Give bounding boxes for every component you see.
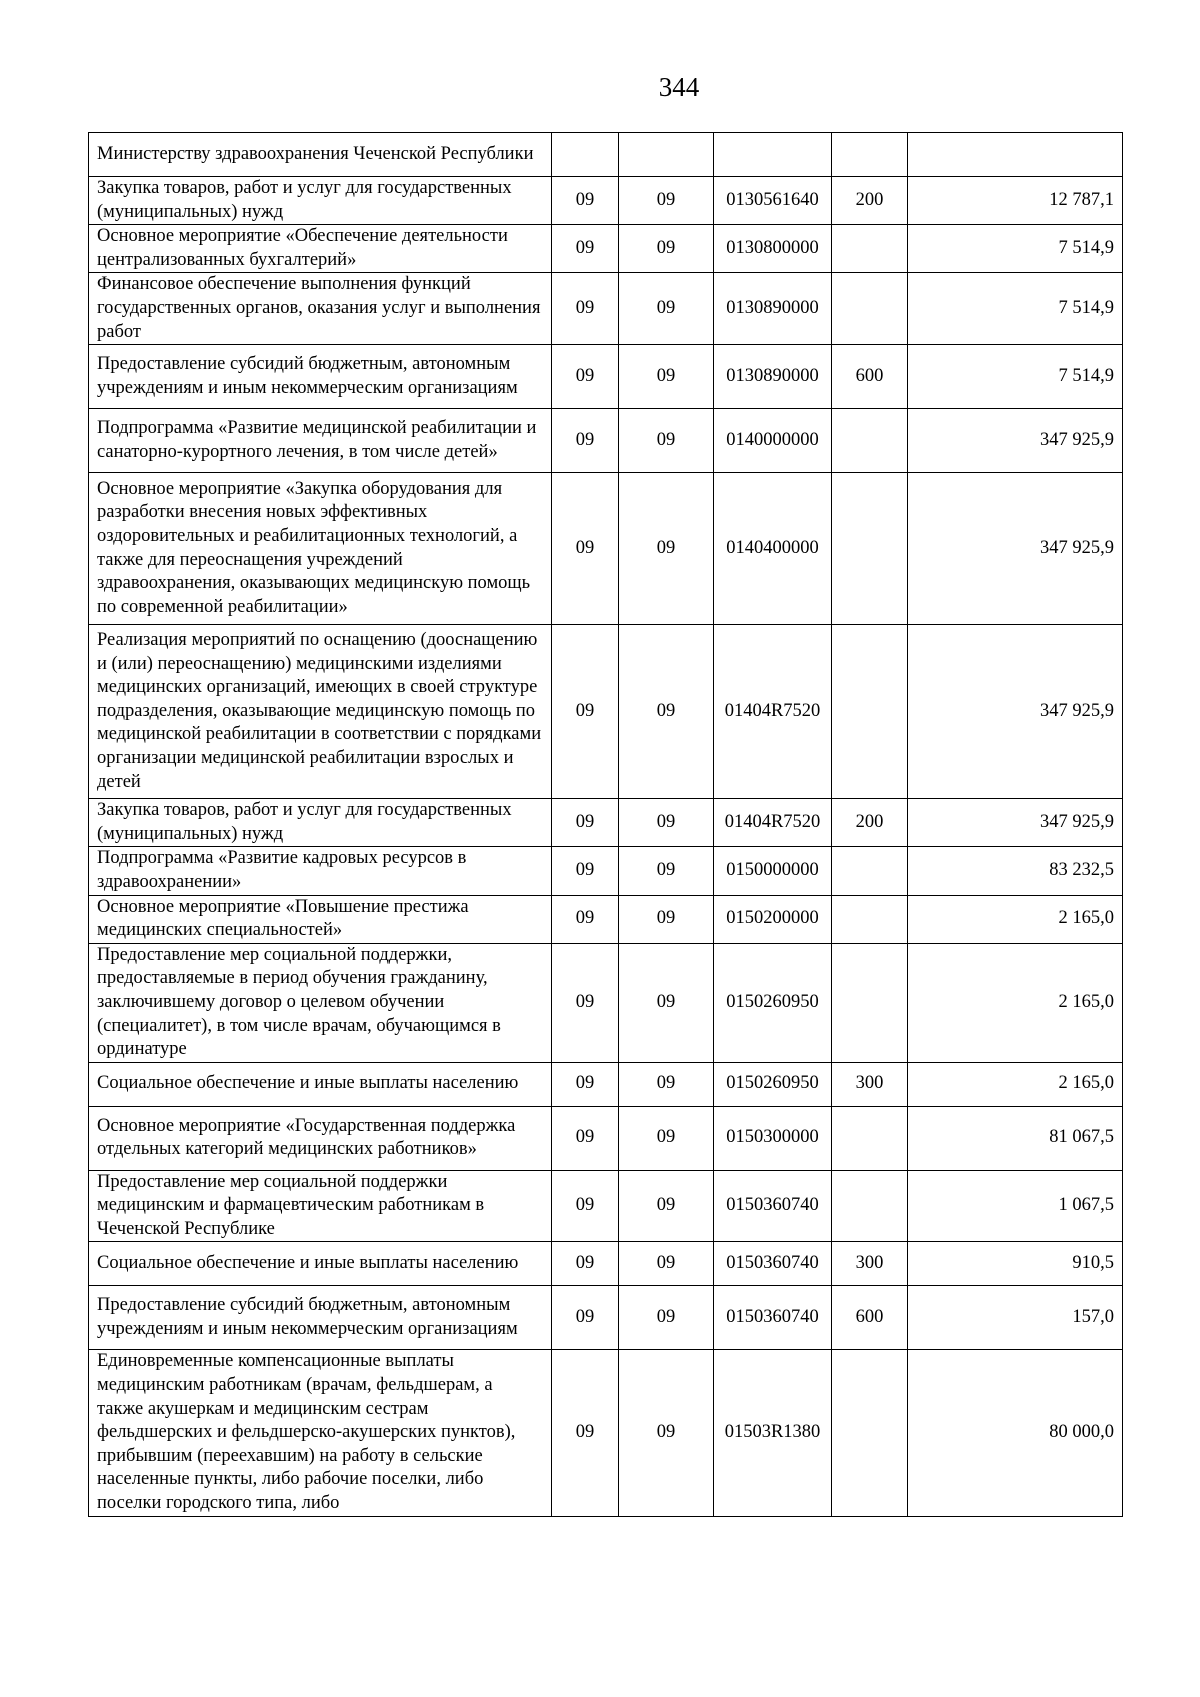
- cell-csr: 0130890000: [714, 345, 832, 409]
- cell-csr: 01503R1380: [714, 1350, 832, 1516]
- cell-sum: 2 165,0: [908, 1062, 1123, 1106]
- cell-sum: 910,5: [908, 1242, 1123, 1286]
- table-row: [89, 225, 1123, 273]
- cell-pr: 09: [619, 943, 714, 1062]
- cell-vr: 300: [832, 1242, 908, 1286]
- cell-sum: 7 514,9: [908, 345, 1123, 409]
- cell-sum: 81 067,5: [908, 1106, 1123, 1170]
- table-row: [89, 473, 1123, 625]
- cell-pr: [619, 133, 714, 177]
- cell-csr: 0150260950: [714, 1062, 832, 1106]
- table-row: [89, 895, 1123, 943]
- table-row: [89, 1062, 1123, 1106]
- cell-rz: 09: [552, 1170, 619, 1242]
- cell-vr: 600: [832, 1286, 908, 1350]
- cell-pr: 09: [619, 1062, 714, 1106]
- table-body: [89, 133, 1123, 1517]
- cell-pr: 09: [619, 177, 714, 225]
- cell-name: Основное мероприятие «Закупка оборудования для разработки внесения новых эффективных оздоровительных и реабилитационных технологий, а также для переоснащения учреждений здравоохранения, оказывающих медицинскую помощь по современной реабилитации»: [89, 473, 552, 625]
- cell-sum: 7 514,9: [908, 273, 1123, 345]
- budget-table: [88, 132, 1123, 1517]
- cell-csr: 01404R7520: [714, 625, 832, 799]
- cell-pr: 09: [619, 1350, 714, 1516]
- cell-sum: [908, 133, 1123, 177]
- page-number: 344: [658, 72, 700, 102]
- cell-rz: 09: [552, 225, 619, 273]
- table-row: [89, 943, 1123, 1062]
- cell-vr: [832, 473, 908, 625]
- cell-name: Предоставление субсидий бюджетным, автономным учреждениям и иным некоммерческим организациям: [89, 345, 552, 409]
- cell-csr: 0150360740: [714, 1286, 832, 1350]
- cell-pr: 09: [619, 799, 714, 847]
- cell-pr: 09: [619, 895, 714, 943]
- cell-pr: 09: [619, 1286, 714, 1350]
- cell-name: Социальное обеспечение и иные выплаты населению: [89, 1062, 552, 1106]
- cell-rz: 09: [552, 273, 619, 345]
- table-row: [89, 409, 1123, 473]
- cell-sum: 2 165,0: [908, 943, 1123, 1062]
- cell-csr: 0150200000: [714, 895, 832, 943]
- cell-csr: 0150360740: [714, 1170, 832, 1242]
- cell-vr: [832, 943, 908, 1062]
- table-row: [89, 1350, 1123, 1516]
- table-row: [89, 177, 1123, 225]
- cell-csr: 0140400000: [714, 473, 832, 625]
- cell-vr: [832, 1350, 908, 1516]
- cell-sum: 2 165,0: [908, 895, 1123, 943]
- cell-name: Реализация мероприятий по оснащению (дооснащению и (или) переоснащению) медицинскими изделиями медицинских организаций, имеющих в своей структуре подразделения, оказывающие медицинскую помощь по медицинской реабилитации в соответствии с порядками организации медицинской реабилитации взрослых и детей: [89, 625, 552, 799]
- cell-pr: 09: [619, 625, 714, 799]
- cell-pr: 09: [619, 273, 714, 345]
- cell-vr: [832, 225, 908, 273]
- cell-csr: 0130800000: [714, 225, 832, 273]
- cell-pr: 09: [619, 473, 714, 625]
- cell-vr: 200: [832, 799, 908, 847]
- cell-name: Финансовое обеспечение выполнения функций государственных органов, оказания услуг и выполнения работ: [89, 273, 552, 345]
- table-row: [89, 1170, 1123, 1242]
- cell-name: Предоставление субсидий бюджетным, автономным учреждениям и иным некоммерческим организациям: [89, 1286, 552, 1350]
- table-row: [89, 847, 1123, 895]
- cell-rz: 09: [552, 345, 619, 409]
- table-row: [89, 799, 1123, 847]
- cell-pr: 09: [619, 1106, 714, 1170]
- cell-name: Закупка товаров, работ и услуг для государственных (муниципальных) нужд: [89, 799, 552, 847]
- cell-name: Подпрограмма «Развитие кадровых ресурсов в здравоохранении»: [89, 847, 552, 895]
- table-row: [89, 1106, 1123, 1170]
- cell-rz: 09: [552, 1106, 619, 1170]
- cell-name: Социальное обеспечение и иные выплаты населению: [89, 1242, 552, 1286]
- cell-sum: 12 787,1: [908, 177, 1123, 225]
- cell-pr: 09: [619, 225, 714, 273]
- cell-vr: [832, 895, 908, 943]
- cell-csr: 0130890000: [714, 273, 832, 345]
- table-row: [89, 345, 1123, 409]
- cell-sum: 83 232,5: [908, 847, 1123, 895]
- cell-csr: 0140000000: [714, 409, 832, 473]
- cell-rz: 09: [552, 1242, 619, 1286]
- cell-sum: 80 000,0: [908, 1350, 1123, 1516]
- table-row: [89, 1242, 1123, 1286]
- cell-csr: 0150360740: [714, 1242, 832, 1286]
- cell-sum: 347 925,9: [908, 473, 1123, 625]
- cell-sum: 347 925,9: [908, 409, 1123, 473]
- table-row: [89, 273, 1123, 345]
- cell-pr: 09: [619, 1242, 714, 1286]
- cell-vr: [832, 133, 908, 177]
- cell-vr: [832, 273, 908, 345]
- cell-rz: 09: [552, 473, 619, 625]
- cell-vr: 300: [832, 1062, 908, 1106]
- cell-rz: 09: [552, 799, 619, 847]
- cell-pr: 09: [619, 345, 714, 409]
- cell-csr: 0150000000: [714, 847, 832, 895]
- cell-rz: 09: [552, 847, 619, 895]
- cell-csr: 0150300000: [714, 1106, 832, 1170]
- cell-vr: [832, 625, 908, 799]
- cell-rz: 09: [552, 943, 619, 1062]
- cell-name: Основное мероприятие «Обеспечение деятельности централизованных бухгалтерий»: [89, 225, 552, 273]
- cell-vr: [832, 1170, 908, 1242]
- cell-pr: 09: [619, 847, 714, 895]
- cell-rz: 09: [552, 625, 619, 799]
- cell-name: Предоставление мер социальной поддержки, предоставляемые в период обучения гражданину, заключившему договор о целевом обучении (специалитет), в том числе врачам, обучающимся в ординатуре: [89, 943, 552, 1062]
- cell-name: Основное мероприятие «Государственная поддержка отдельных категорий медицинских работников»: [89, 1106, 552, 1170]
- cell-sum: 1 067,5: [908, 1170, 1123, 1242]
- cell-pr: 09: [619, 1170, 714, 1242]
- cell-rz: 09: [552, 177, 619, 225]
- cell-sum: 157,0: [908, 1286, 1123, 1350]
- cell-pr: 09: [619, 409, 714, 473]
- cell-sum: 347 925,9: [908, 625, 1123, 799]
- cell-name: Предоставление мер социальной поддержки медицинским и фармацевтическим работникам в Чеченской Республике: [89, 1170, 552, 1242]
- cell-rz: 09: [552, 1350, 619, 1516]
- cell-vr: 600: [832, 345, 908, 409]
- cell-vr: [832, 1106, 908, 1170]
- cell-sum: 347 925,9: [908, 799, 1123, 847]
- cell-vr: [832, 847, 908, 895]
- table-row: [89, 133, 1123, 177]
- cell-csr: 0130561640: [714, 177, 832, 225]
- cell-sum: 7 514,9: [908, 225, 1123, 273]
- cell-name: Закупка товаров, работ и услуг для государственных (муниципальных) нужд: [89, 177, 552, 225]
- cell-name: Единовременные компенсационные выплаты медицинским работникам (врачам, фельдшерам, а также акушеркам и медицинским сестрам фельдшерских и фельдшерско-акушерских пунктов), прибывшим (переехавшим) на работу в сельские населенные пункты, либо рабочие поселки, либо поселки городского типа, либо: [89, 1350, 552, 1516]
- cell-rz: [552, 133, 619, 177]
- cell-rz: 09: [552, 1286, 619, 1350]
- cell-csr: [714, 133, 832, 177]
- cell-name: Министерству здравоохранения Чеченской Республики: [89, 133, 552, 177]
- cell-name: Подпрограмма «Развитие медицинской реабилитации и санаторно-курортного лечения, в том числе детей»: [89, 409, 552, 473]
- table-row: [89, 625, 1123, 799]
- cell-vr: 200: [832, 177, 908, 225]
- cell-rz: 09: [552, 1062, 619, 1106]
- cell-name: Основное мероприятие «Повышение престижа медицинских специальностей»: [89, 895, 552, 943]
- cell-vr: [832, 409, 908, 473]
- cell-csr: 01404R7520: [714, 799, 832, 847]
- cell-rz: 09: [552, 409, 619, 473]
- cell-csr: 0150260950: [714, 943, 832, 1062]
- table-row: [89, 1286, 1123, 1350]
- cell-rz: 09: [552, 895, 619, 943]
